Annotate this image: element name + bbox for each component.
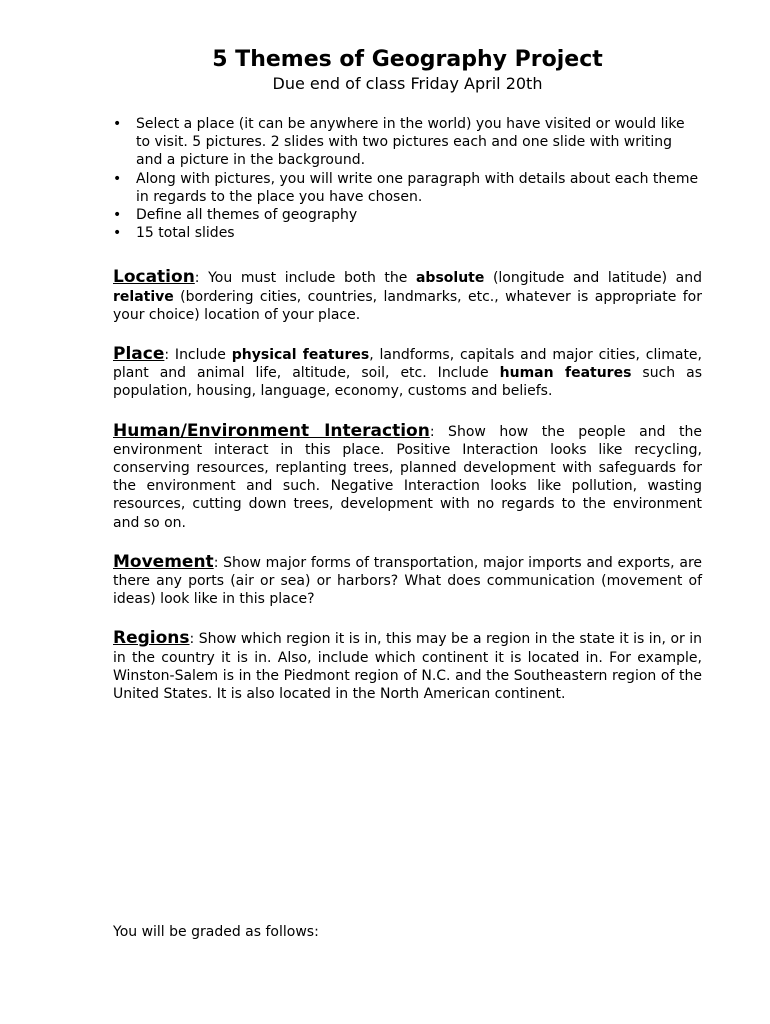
section-movement: Movement: Show major forms of transportation, major imports and exports, are there any ports (air or sea) or harbors? What does communication (movement of ideas) look like in this place? — [113, 551, 702, 608]
emphasis: relative — [113, 288, 174, 305]
bullet-icon: • — [113, 170, 122, 187]
section-location: Location: You must include both the absolute (longitude and latitude) and relative (bordering cities, countries, landmarks, etc., whatever is appropriate for your choice) location of your place. — [113, 267, 702, 323]
list-item: • Along with pictures, you will write one paragraph with details about each theme in regards to the place you have chosen. — [113, 170, 699, 205]
section-term: Movement — [113, 551, 214, 572]
requirements-list — [113, 115, 702, 242]
grading-note: You will be graded as follows: — [113, 924, 319, 940]
section-regions: Regions: Show which region it is in, this may be a region in the state it is in, or in in the country it is in. Also, include which continent it is located in. For example, Winston-Salem is in the Piedmont region of N.C. and the Southeastern region of the United States. It is also located in the North American continent. — [113, 628, 702, 703]
emphasis: physical features — [231, 347, 370, 364]
document-body — [113, 115, 702, 717]
section-term: Place — [113, 344, 165, 365]
section-term: Regions — [113, 628, 190, 649]
emphasis: absolute — [415, 270, 485, 287]
bullet-icon: • — [113, 207, 122, 224]
section-human-environment-interaction: Human/Environment Interaction: Show how the people and the environment interact in this place. Positive Interaction looks like recycling, conserving resources, replanting trees, planned development with safeguards for the environment and such. Negative Interaction looks like pollution, wasting resources, cutting down trees, development with no regards to the environment and so on. — [113, 420, 703, 531]
bullet-icon: • — [113, 116, 122, 132]
section-term: Human/Environment Interaction — [113, 420, 430, 441]
section-place: Place: Include physical features, landforms, capitals and major cities, climate, plant and animal life, altitude, soil, etc. Include human features such as population, housing, language, economy, customs and beliefs. — [113, 344, 703, 400]
list-item: • 15 total slides — [113, 225, 235, 242]
emphasis: human features — [499, 365, 632, 382]
page-title: 5 Themes of Geography Project — [212, 47, 603, 72]
section-term: Location — [113, 267, 195, 288]
list-item: • Define all themes of geography — [113, 207, 358, 224]
list-item: • Select a place (it can be anywhere in the world) you have visited or would like to visit. 5 pictures. 2 slides with two pictures each and one slide with writing and a picture in the background. — [113, 116, 685, 169]
bullet-icon: • — [113, 225, 122, 242]
page-subtitle: Due end of class Friday April 20th — [272, 74, 543, 93]
